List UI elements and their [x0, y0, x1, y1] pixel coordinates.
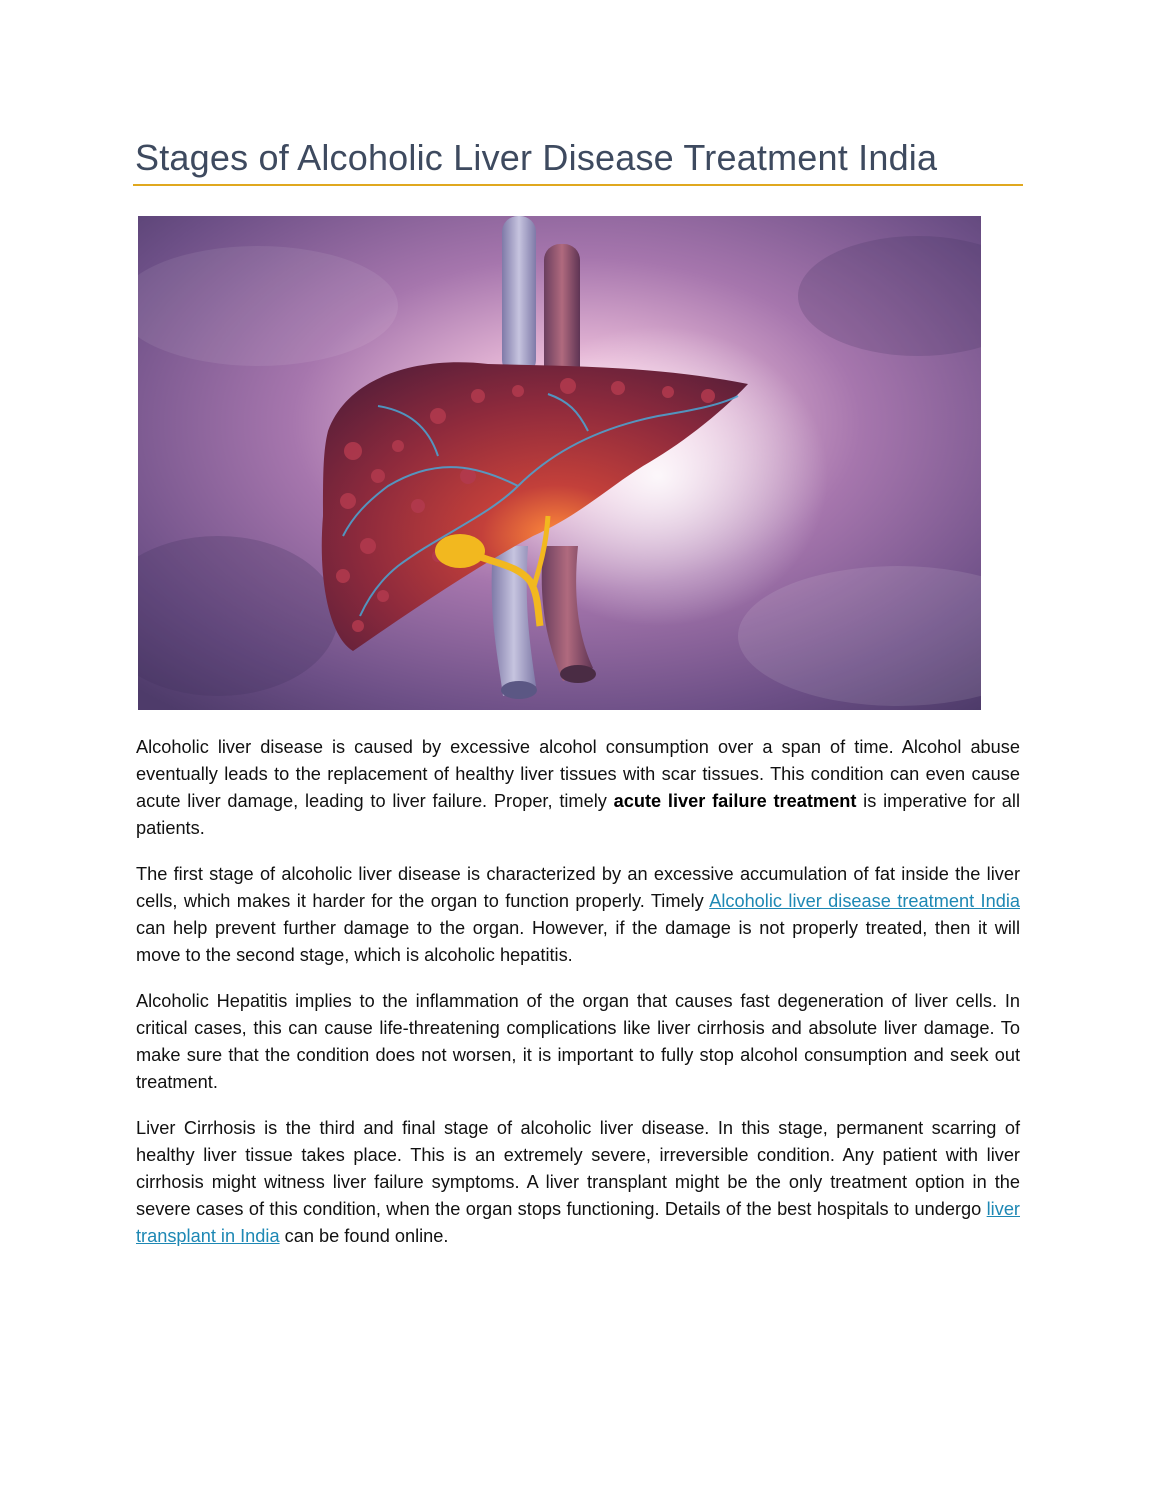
paragraph-text: Alcoholic liver disease is caused by excessive alcohol consumption over a span of time. Alcohol abuse eventually leads to the replacement of healthy liver tissues with scar tissues. This condition can even cause acute liver damage, leading to liver failure. Proper, timely	[136, 737, 1020, 811]
link-alcoholic-liver-disease-treatment-india[interactable]: Alcoholic liver disease treatment India	[709, 891, 1020, 911]
paragraph-cirrhosis	[136, 1115, 1020, 1250]
paragraph-text: is imperative for all patients.	[136, 791, 1020, 838]
paragraph-text: The first stage of alcoholic liver disease is characterized by an excessive accumulation of fat inside the liver cells, which makes it harder for the organ to function properly. Timely	[136, 864, 1020, 911]
link-liver-transplant-in-india[interactable]: liver transplant in India	[136, 1199, 1020, 1246]
title-divider	[133, 184, 1023, 186]
page-title: Stages of Alcoholic Liver Disease Treatment India	[135, 137, 938, 178]
paragraph-text: can be found online.	[279, 1226, 449, 1246]
paragraph-text: Liver Cirrhosis is the third and final stage of alcoholic liver disease. In this stage, permanent scarring of healthy liver tissue takes place. This is an extremely severe, irreversible condition. Any patient with liver cirrhosis might witness liver failure symptoms. A liver transplant might be the only treatment option in the severe cases of this condition, when the organ stops functioning. Details of the best hospitals to undergo	[136, 1118, 1020, 1219]
bold-phrase-acute-liver-failure-treatment: acute liver failure treatment	[613, 791, 857, 811]
liver-illustration-icon	[138, 216, 981, 710]
paragraph-hepatitis: Alcoholic Hepatitis implies to the inflammation of the organ that causes fast degeneration of liver cells. In critical cases, this can cause life-threatening complications like liver cirrhosis and absolute liver damage. To make sure that the condition does not worsen, it is important to fully stop alcohol consumption and seek out treatment.	[136, 991, 1020, 1092]
paragraph-text: can help prevent further damage to the organ. However, if the damage is not properly treated, then it will move to the second stage, which is alcoholic hepatitis.	[136, 918, 1020, 965]
paragraph-first-stage	[136, 861, 1020, 969]
liver-illustration-image	[138, 216, 981, 710]
paragraph-intro	[136, 734, 1020, 842]
